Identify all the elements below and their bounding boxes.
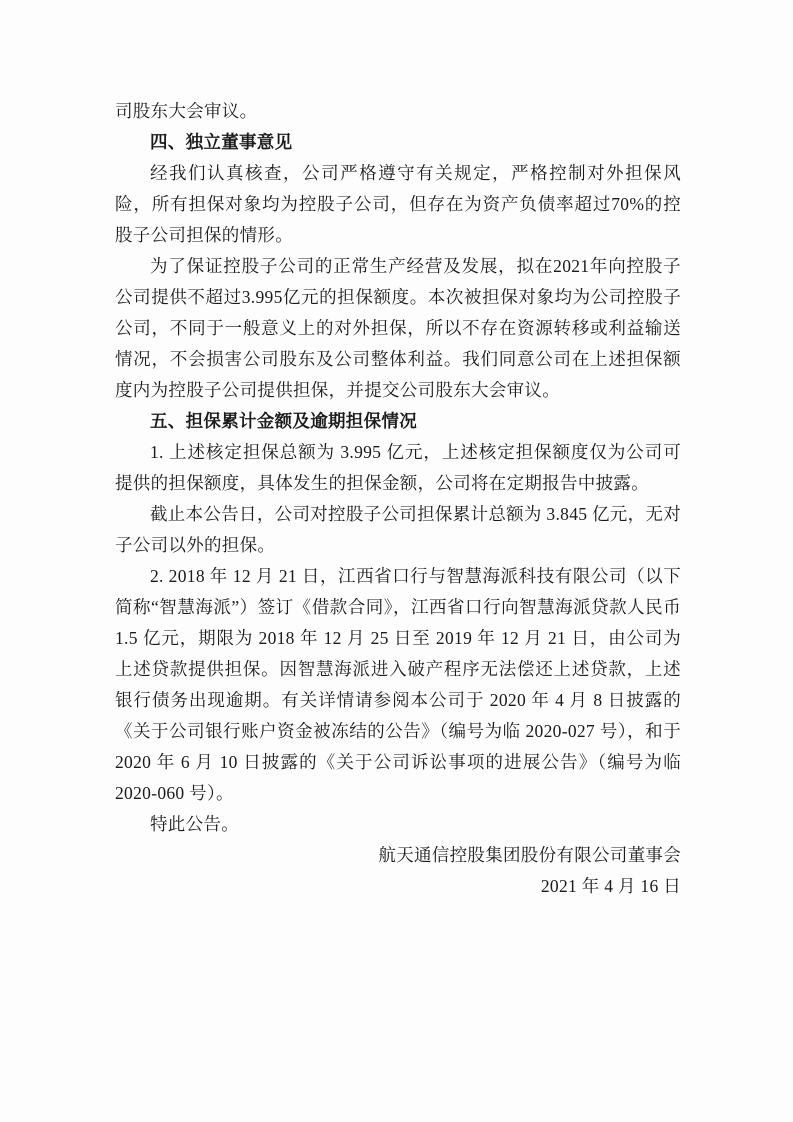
paragraph-guarantee-balance: 截止本公告日，公司对控股子公司担保累计总额为 3.845 亿元，无对子公司以外的担保。 <box>115 504 681 555</box>
paragraph-overdue-guarantee-detail: 2. 2018 年 12 月 21 日，江西省口行与智慧海派科技有限公司（以下简称“智慧海派”）签订《借款合同》，江西省口行向智慧海派贷款人民币 1.5 亿元，期限为 2018 年 12 月 25 日至 2019 年 12 月 21 日，由公司为上述贷款提供担保。因智慧海派进入破产程序无法偿还上述贷款，上述银行债务出现逾期。有关详情请参阅本公司于 2020 年 4 月 8 日披露的《关于公司银行账户资金被冻结的公告》（编号为临 2020-027 号），和于 2020 年 6 月 10 日披露的《关于公司诉讼事项的进展公告》（编号为临 2020-060 号）。 <box>115 566 681 803</box>
signature-company-board: 航天通信控股集团股份有限公司董事会 <box>378 845 681 865</box>
document-text-block <box>115 96 681 902</box>
signature-date: 2021 年 4 月 16 日 <box>540 876 681 896</box>
paragraph-guarantee-total: 1. 上述核定担保总额为 3.995 亿元，上述核定担保额度仅为公司可提供的担保额度，具体发生的担保金额，公司将在定期报告中披露。 <box>115 442 681 493</box>
paragraph-opinion-1: 经我们认真核查，公司严格遵守有关规定，严格控制对外担保风险，所有担保对象均为控股子公司，但存在为资产负债率超过70%的控股子公司担保的情形。 <box>115 163 681 245</box>
paragraph-closing-announcement: 特此公告。 <box>150 814 239 834</box>
section-heading-cumulative-guarantee: 五、担保累计金额及逾期担保情况 <box>150 411 417 431</box>
paragraph-continuation: 司股东大会审议。 <box>115 101 258 121</box>
section-heading-independent-directors-opinion: 四、独立董事意见 <box>150 132 293 152</box>
paragraph-opinion-2: 为了保证控股子公司的正常生产经营及发展，拟在2021年向控股子公司提供不超过3.995亿元的担保额度。本次被担保对象均为公司控股子公司，不同于一般意义上的对外担保，所以不存在资源转移或利益输送情况，不会损害公司股东及公司整体利益。我们同意公司在上述担保额度内为控股子公司提供担保，并提交公司股东大会审议。 <box>115 256 681 400</box>
